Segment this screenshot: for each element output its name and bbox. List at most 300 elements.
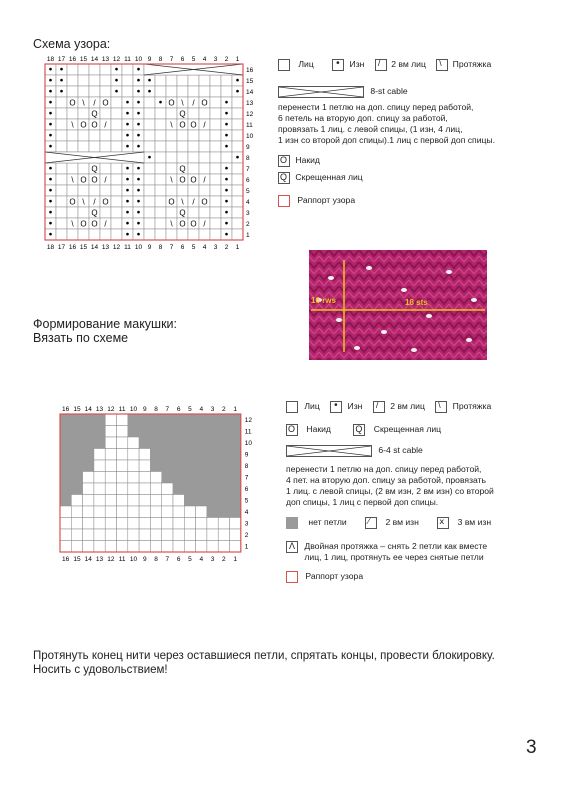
no-stitch-cell <box>162 414 173 426</box>
column-number: 7 <box>169 56 174 63</box>
chart-symbol: • <box>136 207 141 219</box>
chart-cell <box>232 130 243 141</box>
row-number: 13 <box>246 100 254 107</box>
knitted-swatch-photo <box>309 250 487 360</box>
row-number: 11 <box>244 428 252 436</box>
chart-symbol: • <box>48 218 53 230</box>
chart-cell <box>139 460 150 472</box>
column-number: 7 <box>169 244 174 251</box>
chart-cell <box>105 460 116 472</box>
no-stitch-cell <box>207 506 218 518</box>
chart-symbol: • <box>224 163 229 175</box>
chart-cell <box>144 207 155 218</box>
chart-cell <box>144 97 155 108</box>
chart-cell <box>122 86 133 97</box>
chart-cell <box>210 152 221 163</box>
chart-cell <box>111 218 122 229</box>
column-number: 15 <box>79 244 88 251</box>
column-number: 5 <box>191 56 196 63</box>
chart-cell <box>230 541 241 553</box>
legend-yo: Накид <box>295 155 320 166</box>
chart-cell <box>60 518 71 530</box>
chart-cell <box>117 529 128 541</box>
column-number: 9 <box>147 244 152 251</box>
chart-symbol: • <box>136 229 141 241</box>
column-number: 14 <box>84 556 92 563</box>
cable-desc-line: 6 петель на вторую доп. спицу за работой, <box>278 113 448 123</box>
chart-cell <box>111 119 122 130</box>
chart-cell <box>94 495 105 507</box>
chart-cell <box>67 130 78 141</box>
chart-cell <box>173 495 184 507</box>
chart-cell <box>56 130 67 141</box>
no-stitch-cell <box>162 460 173 472</box>
no-stitch-cell <box>71 449 82 461</box>
no-stitch-cell <box>207 426 218 438</box>
chart-cell <box>83 483 94 495</box>
chart-symbol: • <box>114 86 119 98</box>
chart-symbol: O <box>168 197 175 207</box>
chart-cell <box>111 185 122 196</box>
chart-cell <box>232 97 243 108</box>
chart-cell <box>89 185 100 196</box>
chart-cell <box>144 229 155 240</box>
chart-cell <box>89 75 100 86</box>
chart-cell <box>94 449 105 461</box>
chart-cell <box>184 529 195 541</box>
chart-cell <box>162 483 173 495</box>
no-stitch-cell <box>207 414 218 426</box>
legend-p2tog: 2 вм изн <box>385 517 419 528</box>
legend-yo: Накид <box>306 424 331 435</box>
column-number: 15 <box>73 406 81 413</box>
no-stitch-cell <box>184 449 195 461</box>
chart-cell <box>150 518 161 530</box>
purl-symbol-icon: • <box>332 59 344 71</box>
chart-symbol: / <box>104 120 107 130</box>
legend-2 <box>286 401 561 585</box>
no-stitch-cell <box>150 460 161 472</box>
chart-symbol: • <box>114 75 119 87</box>
chart-cell <box>155 218 166 229</box>
no-stitch-cell <box>230 460 241 472</box>
chart-cell <box>155 119 166 130</box>
no-stitch-cell <box>184 483 195 495</box>
chart-symbol: • <box>224 207 229 219</box>
row-number: 10 <box>244 440 253 447</box>
chart-symbol: • <box>125 108 130 120</box>
row-number: 2 <box>244 532 249 539</box>
chart-cell <box>111 163 122 174</box>
k2tog-symbol-icon: / <box>373 401 385 413</box>
chart-symbol: • <box>48 75 53 87</box>
column-number: 10 <box>134 56 143 63</box>
no-stitch-cell <box>71 460 82 472</box>
no-stitch-cell <box>150 426 161 438</box>
chart-cell <box>210 86 221 97</box>
chart-cell <box>210 218 221 229</box>
chart-cell <box>78 207 89 218</box>
chart-cell <box>83 506 94 518</box>
chart-cell <box>78 64 89 75</box>
row-number: 8 <box>244 463 249 470</box>
column-number: 14 <box>84 406 92 413</box>
chart-symbol: • <box>48 196 53 208</box>
chart-symbol: • <box>136 97 141 109</box>
chart-cell <box>150 472 161 484</box>
no-stitch-symbol-icon <box>286 517 298 529</box>
chart-cell <box>155 207 166 218</box>
chart-cell <box>105 518 116 530</box>
chart-symbol: • <box>136 163 141 175</box>
column-number: 9 <box>147 56 152 63</box>
row-number: 12 <box>246 111 254 118</box>
chart-cell <box>210 196 221 207</box>
column-number: 1 <box>233 406 237 413</box>
chart-cell <box>188 141 199 152</box>
no-stitch-cell <box>173 483 184 495</box>
no-stitch-cell <box>173 449 184 461</box>
chart-cell <box>144 185 155 196</box>
chart-cell <box>60 506 71 518</box>
chart-cell <box>232 163 243 174</box>
chart-cell <box>150 483 161 495</box>
no-stitch-cell <box>196 449 207 461</box>
no-stitch-cell <box>60 495 71 507</box>
chart-cell <box>150 506 161 518</box>
pattern-chart-svg <box>40 52 270 262</box>
chart-symbol: • <box>136 141 141 153</box>
chart-cell <box>155 196 166 207</box>
column-number: 16 <box>62 406 70 413</box>
chart-symbol: • <box>59 75 64 87</box>
chart-cell <box>232 174 243 185</box>
photo-rows-label: 16 rws <box>311 296 336 305</box>
column-number: 3 <box>213 244 218 251</box>
chart-cell <box>221 152 232 163</box>
chart-symbol: • <box>48 207 53 219</box>
chart-symbol: \ <box>170 175 173 185</box>
chart-cell <box>155 141 166 152</box>
chart-cell <box>162 495 173 507</box>
no-stitch-cell <box>60 426 71 438</box>
column-number: 4 <box>202 56 207 63</box>
row-number: 3 <box>244 520 249 528</box>
no-stitch-cell <box>60 460 71 472</box>
no-stitch-cell <box>218 449 229 461</box>
chart-cell <box>232 196 243 207</box>
purl-symbol-icon: • <box>330 401 342 413</box>
chart-symbol: \ <box>181 98 184 108</box>
chart-symbol: • <box>125 185 130 197</box>
chart-cell <box>188 152 199 163</box>
legend-1 <box>278 59 558 209</box>
chart-cell <box>89 141 100 152</box>
chart-symbol: Q <box>179 208 186 218</box>
chart-cell <box>207 541 218 553</box>
chart-cell <box>218 518 229 530</box>
column-number: 12 <box>112 244 121 251</box>
no-stitch-cell <box>184 460 195 472</box>
chart-symbol: • <box>48 64 53 76</box>
chart-cell <box>210 130 221 141</box>
chart-symbol: • <box>224 141 229 153</box>
chart-cell <box>105 426 116 438</box>
chart-cell <box>117 449 128 461</box>
chart-cell <box>150 529 161 541</box>
no-stitch-cell <box>184 472 195 484</box>
row-number: 15 <box>246 78 254 85</box>
no-stitch-cell <box>184 426 195 438</box>
chart-symbol: • <box>147 152 152 164</box>
column-number: 6 <box>176 556 181 563</box>
chart-symbol: • <box>48 130 53 142</box>
finishing-instructions: Протянуть конец нити через оставшиеся петли, спрятать концы, провести блокировку. <box>33 650 495 662</box>
chart-cell <box>122 64 133 75</box>
chart-symbol: Q <box>179 109 186 119</box>
chart-symbol: • <box>125 207 130 219</box>
chart-cell <box>94 541 105 553</box>
legend-knit: Лиц <box>298 59 314 70</box>
chart-cell <box>67 75 78 86</box>
chart-cell <box>166 152 177 163</box>
no-stitch-cell <box>230 472 241 484</box>
legend-repeat: Раппорт узора <box>305 571 364 582</box>
chart-cell <box>100 108 111 119</box>
chart-symbol: • <box>125 141 130 153</box>
column-number: 5 <box>191 244 196 251</box>
cable-desc-line: 1 изн со второй доп спицы).1 лиц с первой доп спицы. <box>278 135 495 145</box>
row-number: 14 <box>246 89 254 96</box>
chart-symbol: \ <box>170 219 173 229</box>
chart-cell <box>188 207 199 218</box>
legend-ssk: Протяжка <box>452 401 492 412</box>
no-stitch-cell <box>150 449 161 461</box>
chart-symbol: • <box>224 130 229 142</box>
chart-symbol: O <box>179 120 186 130</box>
no-stitch-cell <box>162 426 173 438</box>
chart-cell <box>139 472 150 484</box>
chart-cell <box>117 518 128 530</box>
chart-cell <box>162 529 173 541</box>
legend-ssk: Протяжка <box>452 59 492 70</box>
no-stitch-cell <box>196 437 207 449</box>
chart-cell <box>78 141 89 152</box>
row-number: 4 <box>246 199 250 206</box>
no-stitch-cell <box>230 426 241 438</box>
chart-cell <box>94 529 105 541</box>
chart-symbol: / <box>203 120 206 130</box>
chart-cell <box>155 86 166 97</box>
chart-cell <box>100 86 111 97</box>
column-number: 10 <box>129 406 138 413</box>
chart-symbol: • <box>136 185 141 197</box>
no-stitch-cell <box>196 426 207 438</box>
no-stitch-cell <box>218 426 229 438</box>
no-stitch-cell <box>60 414 71 426</box>
ktbl-symbol-icon: Q <box>278 172 290 184</box>
no-stitch-cell <box>128 414 139 426</box>
chart-symbol: • <box>125 97 130 109</box>
chart-symbol: • <box>125 174 130 186</box>
chart-cell <box>128 541 139 553</box>
chart-symbol: O <box>80 219 87 229</box>
chart-cell <box>83 472 94 484</box>
legend-ktbl: Скрещенная лиц <box>373 424 442 435</box>
no-stitch-cell <box>173 426 184 438</box>
ssk-symbol-icon: \ <box>436 59 448 71</box>
column-number: 8 <box>154 556 158 563</box>
chart-symbol: • <box>48 119 53 131</box>
chart-cell <box>71 518 82 530</box>
column-number: 4 <box>199 556 204 563</box>
chart-symbol: / <box>203 175 206 185</box>
chart-cell <box>128 506 139 518</box>
chart-cell <box>144 196 155 207</box>
chart-cell <box>173 506 184 518</box>
chart-cell <box>111 141 122 152</box>
chart-cell <box>111 207 122 218</box>
p2tog-symbol-icon: ⁄ <box>365 517 377 529</box>
chart-cell <box>232 119 243 130</box>
chart-symbol: • <box>48 86 53 98</box>
chart-cell <box>56 218 67 229</box>
chart-cell <box>210 229 221 240</box>
no-stitch-cell <box>196 483 207 495</box>
chart-cell <box>100 207 111 218</box>
chart-cell <box>105 529 116 541</box>
chart-cell <box>128 518 139 530</box>
chart-cell <box>128 472 139 484</box>
row-number: 3 <box>246 210 250 217</box>
chart-cell <box>144 174 155 185</box>
no-stitch-cell <box>218 414 229 426</box>
chart-cell <box>155 185 166 196</box>
chart-cell <box>177 130 188 141</box>
no-stitch-cell <box>196 460 207 472</box>
ktbl-symbol-icon: Q <box>353 424 365 436</box>
chart-cell <box>177 185 188 196</box>
column-number: 6 <box>176 406 181 413</box>
column-number: 12 <box>107 556 115 563</box>
column-number: 17 <box>57 56 66 63</box>
chart-cell <box>210 207 221 218</box>
chart-symbol: • <box>235 75 240 87</box>
chart-cell <box>199 108 210 119</box>
column-number: 11 <box>118 406 126 413</box>
no-stitch-cell <box>60 437 71 449</box>
column-number: 11 <box>118 556 126 563</box>
dbl-dec-line: Двойная протяжка – снять 2 петли как вместе <box>304 541 488 551</box>
chart-cell <box>166 108 177 119</box>
column-number: 18 <box>46 56 55 63</box>
p3tog-symbol-icon: ⅹ <box>437 517 449 529</box>
row-number: 16 <box>246 67 254 74</box>
no-stitch-cell <box>139 437 150 449</box>
no-stitch-cell <box>196 414 207 426</box>
chart-symbol: O <box>190 120 197 130</box>
column-number: 8 <box>158 244 163 251</box>
column-number: 2 <box>224 56 229 63</box>
column-number: 2 <box>224 244 229 251</box>
row-number: 2 <box>246 221 250 228</box>
chart-symbol: / <box>203 219 206 229</box>
chart-cell <box>199 185 210 196</box>
chart-cell <box>188 229 199 240</box>
chart-symbol: O <box>91 219 98 229</box>
no-stitch-cell <box>162 472 173 484</box>
chart-cell <box>210 119 221 130</box>
chart-cell <box>188 108 199 119</box>
chart-cell <box>78 86 89 97</box>
chart-symbol: • <box>136 130 141 142</box>
chart-symbol: / <box>104 219 107 229</box>
chart-symbol: • <box>136 75 141 87</box>
column-number: 8 <box>154 406 158 413</box>
repeat-symbol-icon <box>278 195 290 207</box>
chart-cell <box>117 460 128 472</box>
chart-cell <box>155 152 166 163</box>
chart-symbol: • <box>59 86 64 98</box>
chart-cell <box>105 541 116 553</box>
no-stitch-cell <box>150 414 161 426</box>
chart-symbol: • <box>125 130 130 142</box>
no-stitch-cell <box>71 472 82 484</box>
no-stitch-cell <box>83 449 94 461</box>
chart-cell <box>89 229 100 240</box>
chart-cell <box>199 75 210 86</box>
chart-cell <box>173 541 184 553</box>
column-number: 17 <box>57 244 66 251</box>
chart-cell <box>196 506 207 518</box>
chart-cell <box>83 529 94 541</box>
chart-cell <box>150 495 161 507</box>
legend-cable-label: 8-st cable <box>370 86 408 97</box>
chart-cell <box>144 108 155 119</box>
chart-cell <box>139 495 150 507</box>
chart-symbol: • <box>48 229 53 241</box>
chart-cell <box>67 86 78 97</box>
cable-8-symbol-icon <box>278 86 364 98</box>
chart-cell <box>196 541 207 553</box>
no-stitch-cell <box>94 414 105 426</box>
chart-cell <box>67 64 78 75</box>
no-stitch-cell <box>94 426 105 438</box>
dbl-dec-line: лиц, 1 лиц, протянуть ее через снятые петли <box>304 552 484 562</box>
chart-cell <box>221 75 232 86</box>
chart-symbol: • <box>235 152 240 164</box>
chart-symbol: • <box>125 229 130 241</box>
chart-cell <box>105 495 116 507</box>
no-stitch-cell <box>139 426 150 438</box>
cable-desc-line: 4 пет. на вторую доп. спицу за работой, провязать <box>286 475 487 485</box>
crown-chart-svg <box>55 402 275 572</box>
chart-cell <box>67 163 78 174</box>
chart-cell <box>128 483 139 495</box>
no-stitch-cell <box>173 414 184 426</box>
chart-symbol: / <box>104 175 107 185</box>
chart-cell <box>184 506 195 518</box>
column-number: 1 <box>233 556 237 563</box>
chart-cell <box>144 119 155 130</box>
chart-symbol: Q <box>91 164 98 174</box>
legend-purl: Изн <box>349 59 365 70</box>
double-decrease-symbol-icon: Λ <box>286 541 298 553</box>
chart-symbol: \ <box>71 120 74 130</box>
chart-cell <box>60 529 71 541</box>
column-number: 10 <box>134 244 143 251</box>
cable-desc-line: провязать 1 лиц. с левой спицы, (1 изн, 4 лиц, <box>278 124 463 134</box>
